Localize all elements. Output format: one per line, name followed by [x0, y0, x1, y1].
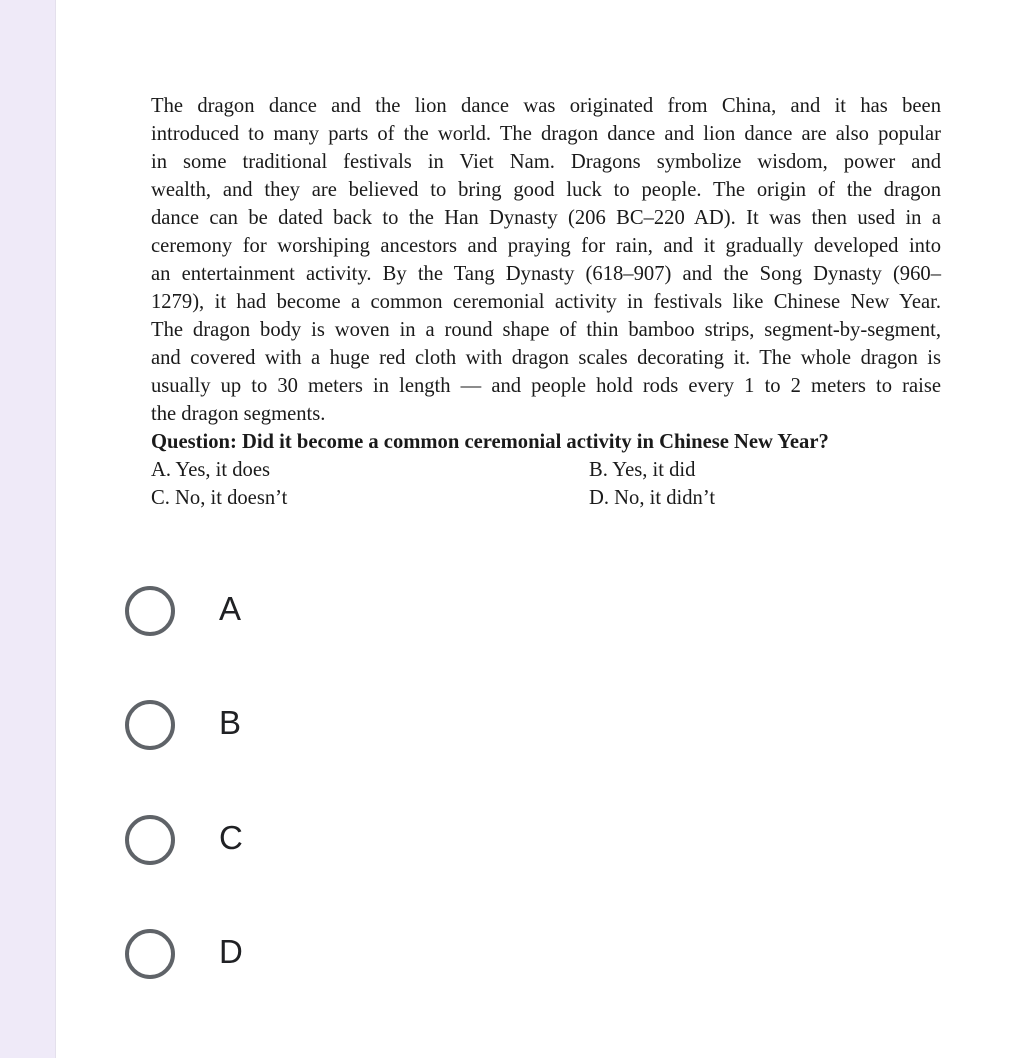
choice-c-text: C. No, it doesn’t — [151, 487, 288, 509]
option-d[interactable] — [125, 923, 425, 983]
passage-line: wealth, and they are believed to bring good luck to people. The origin of the dragon — [151, 179, 941, 201]
gutter-divider — [55, 0, 56, 1058]
question-text: Question: Did it become a common ceremonial activity in Chinese New Year? — [151, 431, 829, 453]
option-a[interactable] — [125, 580, 425, 640]
option-b-label: B — [219, 704, 242, 741]
question-image — [151, 92, 941, 512]
passage-line: The dragon body is woven in a round shape of thin bamboo strips, segment-by-segment, — [151, 319, 941, 341]
radio-button-a[interactable] — [125, 586, 175, 636]
passage-line: an entertainment activity. By the Tang Dynasty (618–907) and the Song Dynasty (960– — [151, 263, 941, 285]
left-gutter — [0, 0, 55, 1058]
passage-line: usually up to 30 meters in length — and people hold rods every 1 to 2 meters to raise — [151, 375, 941, 397]
option-b[interactable] — [125, 694, 425, 754]
radio-button-c[interactable] — [125, 815, 175, 865]
passage-line: ceremony for worshiping ancestors and praying for rain, and it gradually developed into — [151, 235, 941, 257]
passage-line: dance can be dated back to the Han Dynasty (206 BC–220 AD). It was then used in a — [151, 207, 941, 229]
radio-button-b[interactable] — [125, 700, 175, 750]
choice-d-text: D. No, it didn’t — [589, 487, 716, 509]
option-d-label: D — [219, 933, 243, 970]
option-c-label: C — [219, 819, 243, 856]
reading-passage — [151, 92, 941, 428]
passage-line: The dragon dance and the lion dance was originated from China, and it has been — [151, 95, 941, 117]
passage-line: introduced to many parts of the world. The dragon dance and lion dance are also popular — [151, 123, 941, 145]
choice-b-text: B. Yes, it did — [589, 459, 696, 481]
answer-choices — [151, 456, 941, 512]
option-c[interactable] — [125, 809, 425, 869]
passage-line: 1279), it had become a common ceremonial activity in festivals like Chinese New Year. — [151, 291, 941, 313]
passage-line: and covered with a huge red cloth with dragon scales decorating it. The whole dragon is — [151, 347, 941, 369]
radio-button-d[interactable] — [125, 929, 175, 979]
passage-line: in some traditional festivals in Viet Nam. Dragons symbolize wisdom, power and — [151, 151, 941, 173]
option-a-label: A — [219, 590, 242, 627]
passage-line: the dragon segments. — [151, 403, 326, 425]
choice-a-text: A. Yes, it does — [151, 459, 271, 481]
